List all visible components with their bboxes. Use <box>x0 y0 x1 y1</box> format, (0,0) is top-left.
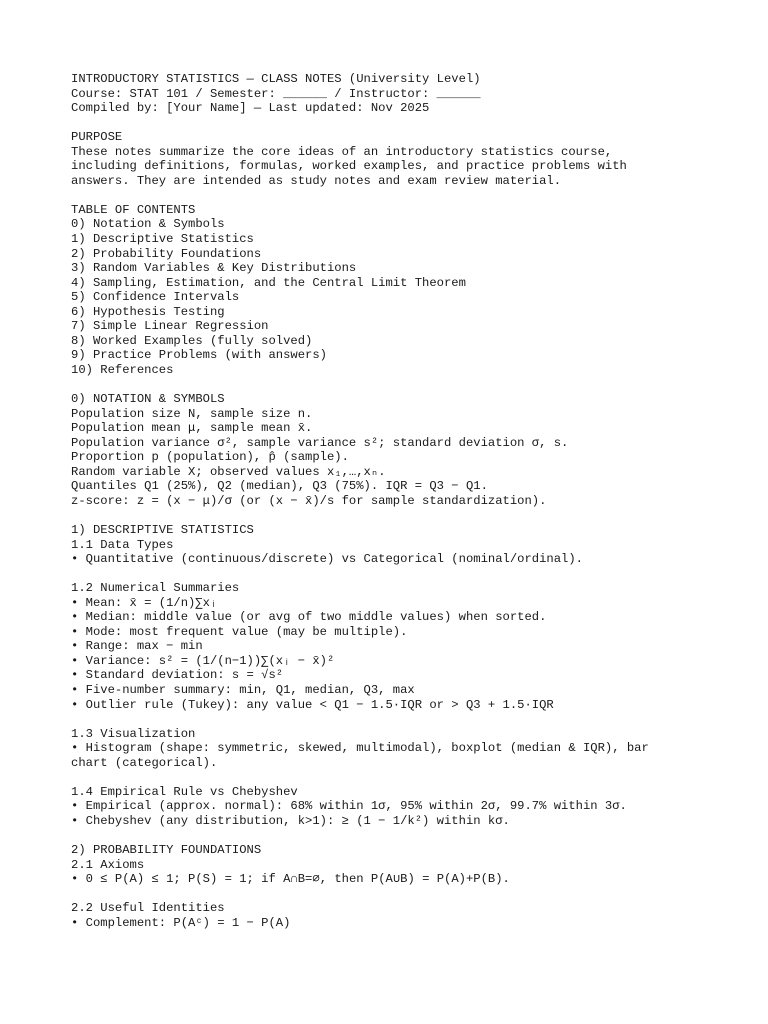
subsection-heading: 1.1 Data Types <box>71 537 174 552</box>
toc-item: 7) Simple Linear Regression <box>71 319 269 334</box>
toc-item: 1) Descriptive Statistics <box>71 232 254 247</box>
bullet-line: • Quantitative (continuous/discrete) vs Categorical (nominal/ordinal). <box>71 552 583 567</box>
bullet-line: • Outlier rule (Tukey): any value < Q1 − 1.5·IQR or > Q3 + 1.5·IQR <box>71 697 554 712</box>
spacer <box>71 828 751 843</box>
subsection-heading: 2.2 Useful Identities <box>71 901 225 916</box>
purpose-line: These notes summarize the core ideas of an introductory statistics course, <box>71 144 613 159</box>
toc-item: 9) Practice Problems (with answers) <box>71 348 327 363</box>
bullet-line: • Empirical (approx. normal): 68% within 1σ, 95% within 2σ, 99.7% within 3σ. <box>71 799 627 814</box>
toc-item: 10) References <box>71 362 174 377</box>
toc-item: 4) Sampling, Estimation, and the Central Limit Theorem <box>71 275 466 290</box>
notation-line: Random variable X; observed values x₁,…,xₙ. <box>71 464 386 479</box>
spacer <box>71 712 751 727</box>
subsection-heading: 2.1 Axioms <box>71 857 145 872</box>
toc-item: 2) Probability Foundations <box>71 246 262 261</box>
purpose-line: including definitions, formulas, worked examples, and practice problems with <box>71 159 627 174</box>
probability-heading: 2) PROBABILITY FOUNDATIONS <box>71 842 262 857</box>
toc-item: 6) Hypothesis Testing <box>71 304 225 319</box>
subsection-heading: 1.2 Numerical Summaries <box>71 581 240 596</box>
notation-line: Quantiles Q1 (25%), Q2 (median), Q3 (75%). IQR = Q3 − Q1. <box>71 479 488 494</box>
toc-item: 5) Confidence Intervals <box>71 290 240 305</box>
bullet-line: • Mean: x̄ = (1/n)∑xᵢ <box>71 595 218 610</box>
notation-line: z-score: z = (x − μ)/σ (or (x − x̄)/s for sample standardization). <box>71 493 547 508</box>
toc-item: 8) Worked Examples (fully solved) <box>71 333 313 348</box>
spacer <box>71 377 751 392</box>
purpose-line: answers. They are intended as study notes and exam review material. <box>71 173 562 188</box>
compiled-line: Compiled by: [Your Name] — Last updated: Nov 2025 <box>71 101 430 116</box>
course-line: Course: STAT 101 / Semester: ______ / Instructor: ______ <box>71 86 481 101</box>
descriptive-heading: 1) DESCRIPTIVE STATISTICS <box>71 522 254 537</box>
notation-heading: 0) NOTATION & SYMBOLS <box>71 392 225 407</box>
notation-line: Population variance σ², sample variance s²; standard deviation σ, s. <box>71 435 569 450</box>
bullet-line: • 0 ≤ P(A) ≤ 1; P(S) = 1; if A∩B=∅, then P(A∪B) = P(A)+P(B). <box>71 872 510 887</box>
bullet-line: • Mode: most frequent value (may be multiple). <box>71 624 408 639</box>
bullet-line: • Complement: P(Aᶜ) = 1 − P(A) <box>71 915 291 930</box>
bullet-line: • Standard deviation: s = √s² <box>71 668 284 683</box>
bullet-line: • Histogram (shape: symmetric, skewed, multimodal), boxplot (median & IQR), bar <box>71 741 649 756</box>
toc-heading: TABLE OF CONTENTS <box>71 202 196 217</box>
bullet-line: • Range: max − min <box>71 639 203 654</box>
document-page <box>71 72 751 930</box>
purpose-heading: PURPOSE <box>71 130 123 145</box>
document-title: INTRODUCTORY STATISTICS — CLASS NOTES (University Level) <box>71 72 481 86</box>
bullet-line: • Variance: s² = (1/(n−1))∑(xᵢ − x̄)² <box>71 653 335 668</box>
notation-line: Population size N, sample size n. <box>71 406 313 421</box>
spacer <box>71 567 751 582</box>
bullet-line: • Median: middle value (or avg of two middle values) when sorted. <box>71 610 547 625</box>
notation-line: Population mean μ, sample mean x̄. <box>71 421 313 436</box>
toc-item: 3) Random Variables & Key Distributions <box>71 261 357 276</box>
subsection-heading: 1.3 Visualization <box>71 726 196 741</box>
notation-line: Proportion p (population), p̂ (sample). <box>71 450 349 465</box>
spacer <box>71 188 751 203</box>
bullet-line: • Chebyshev (any distribution, k>1): ≥ (1 − 1/k²) within kσ. <box>71 813 510 828</box>
spacer <box>71 770 751 785</box>
spacer <box>71 887 751 902</box>
spacer <box>71 508 751 523</box>
bullet-line: chart (categorical). <box>71 755 218 770</box>
toc-item: 0) Notation & Symbols <box>71 217 225 232</box>
spacer <box>71 116 751 131</box>
bullet-line: • Five-number summary: min, Q1, median, Q3, max <box>71 682 415 697</box>
subsection-heading: 1.4 Empirical Rule vs Chebyshev <box>71 784 298 799</box>
